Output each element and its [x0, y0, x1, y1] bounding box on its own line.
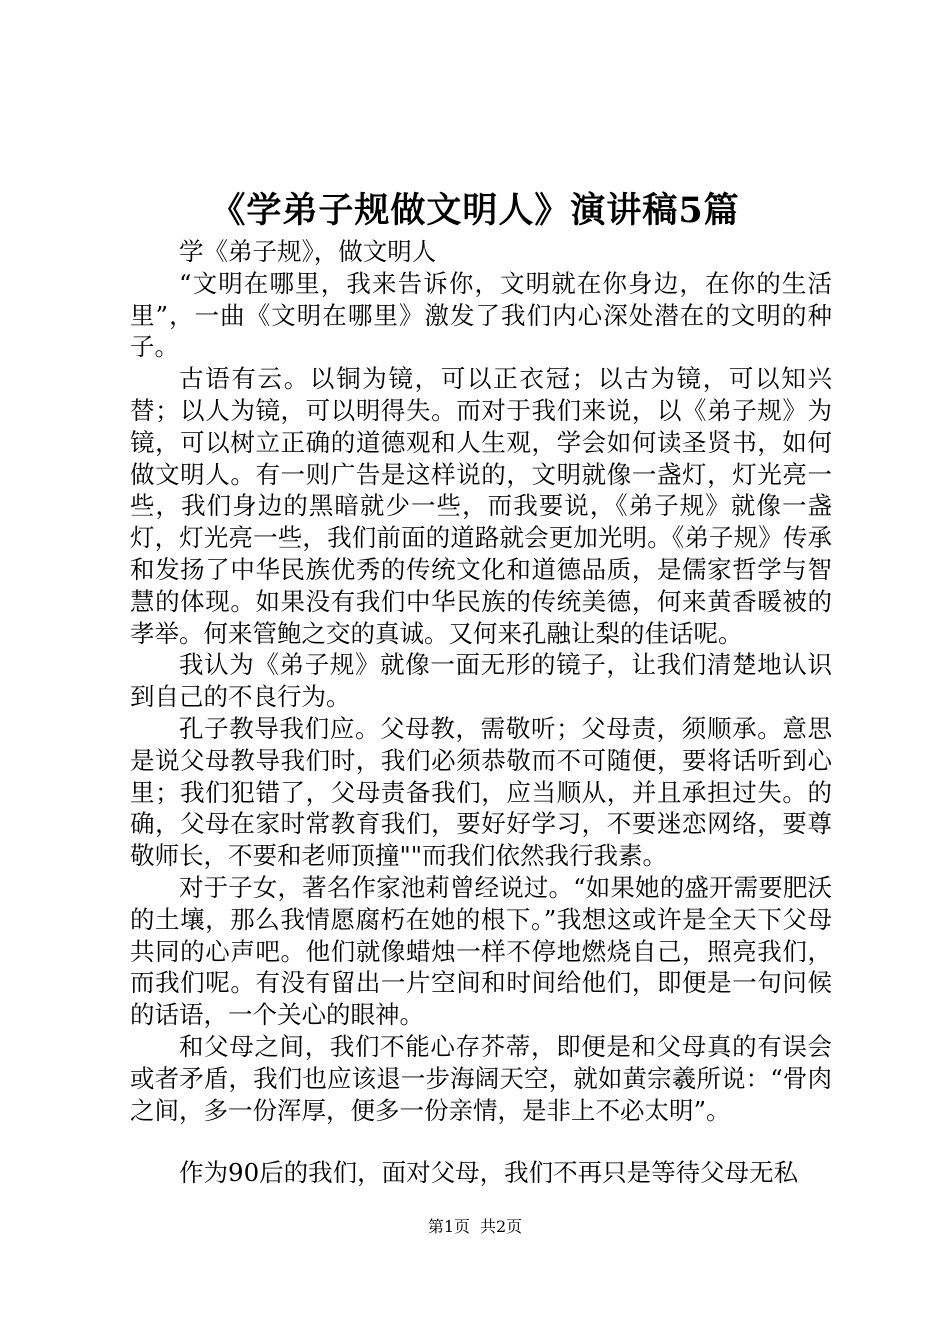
paragraph-3: 古语有云。以铜为镜，可以正衣冠；以古为镜，可以知兴替；以人为镜，可以明得失。而对于我们来说，以《弟子规》为镜，可以树立正确的道德观和人生观，学会如何读圣贤书，如何做文明人。有一则广告是这样说的，文明就像一盏灯，灯光亮一些，我们身边的黑暗就少一些，而我要说，《弟子规》就像一盏灯，灯光亮一些，我们前面的道路就会更加光明。《弟子规》传承和发扬了中华民族优秀的传统文化和道德品质，是儒家哲学与智慧的体现。如果没有我们中华民族的传统美德，何来黄香暖被的孝举。何来管鲍之交的真诚。又何来孔融让梨的佳话呢。 [130, 364, 832, 648]
paragraph-1: 学《弟子规》，做文明人 [179, 237, 437, 266]
page-footer [0, 1216, 950, 1238]
page-number: 第1页 [427, 1217, 470, 1236]
page-total: 共2页 [480, 1217, 523, 1236]
paragraph-4: 我认为《弟子规》就像一面无形的镜子，让我们清楚地认识到自己的不良行为。 [130, 650, 832, 712]
paragraph-6: 对于子女，著名作家池莉曾经说过。“如果她的盛开需要肥沃的土壤，那么我情愿腐朽在她的根下。”我想这或许是全天下父母共同的心声吧。他们就像蜡烛一样不停地燃烧自己，照亮我们，而我们呢。有没有留出一片空间和时间给他们，即便是一句问候的话语，一个关心的眼神。 [130, 872, 832, 1030]
paragraph-2: “文明在哪里，我来告诉你，文明就在你身边，在你的生活里”，一曲《文明在哪里》激发了我们内心深处潜在的文明的种子。 [130, 268, 832, 362]
paragraph-5: 孔子教导我们应。父母教，需敬听；父母责，须顺承。意思是说父母教导我们时，我们必须恭敬而不可随便，要将话听到心里；我们犯错了，父母责备我们，应当顺从，并且承担过失。的确，父母在家时常教育我们，要好好学习，不要迷恋网络，要尊敬师长，不要和老师顶撞""而我们依然我行我素。 [130, 713, 832, 871]
document-body [130, 236, 832, 1189]
paragraph-8: 作为90后的我们，面对父母，我们不再只是等待父母无私 [179, 1158, 799, 1188]
document-title: 《学弟子规做文明人》演讲稿5篇 [210, 190, 740, 231]
paragraph-7: 和父母之间，我们不能心存芥蒂，即便是和父母真的有误会或者矛盾，我们也应该退一步海阔天空，就如黄宗羲所说：“骨肉之间，多一份浑厚，便多一份亲情，是非上不必太明”。 [130, 1031, 832, 1125]
